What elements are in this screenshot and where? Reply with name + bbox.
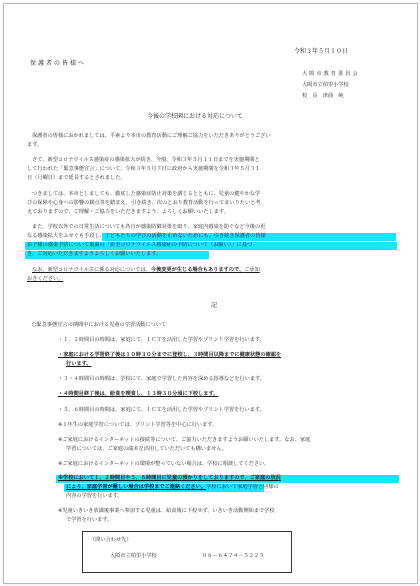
document-date: 令和３年５月１０日: [294, 48, 349, 55]
paragraph-fragment: なお、新型コロナウイルスに係る対応については、: [32, 267, 151, 273]
paragraph-line: ます。: [27, 142, 43, 148]
paragraph-fragment: 学校において家庭学習と同様の: [206, 484, 279, 490]
list-item: で学習を行います。: [66, 517, 113, 523]
paragraph-line: また、学校以外での日常生活についても各自が感染防御対策を取り、家庭内感染を防ぐなど今後の更: [32, 224, 266, 230]
list-item: ・３・４時間目の時間は、学校にて、家庭で学習した内容を深める指導などを行います。: [58, 376, 265, 382]
paragraph-line: えておりますので、ご理解・ご協力をいただきますよう、よろしくお願いいたします。: [27, 209, 229, 215]
paragraph-line: して行われた「緊急事態宣言」について、令和３年５月７日に政府から実施期間を令和３年５月３１: [27, 166, 261, 172]
highlighted-notice: [66, 484, 279, 491]
paragraph-line: [32, 267, 260, 274]
highlighted-text: 子どもたちの学びの活動を止めないためにも、引き続き保護者の皆様: [104, 233, 266, 239]
paragraph-line: おきください。: [27, 276, 64, 282]
addressee: 保護者の皆様へ: [30, 60, 87, 67]
list-item: ※１年生の家庭学習については、プリント学習等を中心に行います。: [58, 422, 218, 428]
list-item: 行います。: [66, 361, 92, 367]
contact-phone: ０６－６４７４－５２２５: [202, 553, 265, 559]
paragraph-line: びの保障や心身への影響の観点等を踏まえ、引き続き、次のとおり教育活動を行ってまいりたいと考: [27, 200, 261, 206]
document-page: [3, 3, 418, 584]
document-title: 今後の学校園における対応について: [147, 113, 243, 120]
list-item: ・５、６時間目の時間は、家庭にて、ＩＣＴを活用した学習やプリント学習を行います。: [58, 407, 265, 413]
paragraph-line: つきましては、本市としましても、徹底した感染症防止対策を講じるとともに、児童の健やかな学: [32, 191, 261, 197]
section-mark: 記: [211, 302, 218, 309]
sender-school: 大阪市立柏里小学校: [302, 82, 349, 88]
contact-school: 大阪市立柏里小学校: [110, 553, 157, 559]
sender-principal: 校 長 津曲 純: [302, 93, 344, 99]
bold-notice: 今後変更が生じる場合もありますので、: [150, 267, 245, 273]
contact-label: （問い合わせ先）: [90, 537, 132, 543]
paragraph-line: さて、新型コロナウイルス感染症の感染拡大が続き、今般、令和３年５月１１日までを実施期間と: [32, 157, 260, 163]
highlighted-text: き、ご対応いただきますようよろしくお願いいたします。: [27, 251, 162, 257]
section-heading: ○緊急事態宣言の期間中における児童の学習活動について: [32, 322, 167, 328]
paragraph-fragment: なる感染拡大をふせぐも手段し、: [27, 233, 105, 239]
highlighted-notice: ※学校において１、２時間目や５、６時間目に児童の預かりをしておりますので、ご家庭の状況: [58, 475, 281, 481]
list-item: ・家庭における学習終了後は１０時３０分までに登校し、３時間目以降までに健康状態の確認を: [58, 352, 282, 358]
list-item: 学習については、ご家庭の端末を活用していただいても構いません。: [66, 446, 228, 452]
paragraph-fragment: ご承知: [244, 267, 260, 273]
sender-org: 大阪市教育委員会: [302, 71, 360, 77]
list-item: ※ご家庭におけるインターネットの接続等について、ご協力いただきますようお願いいたします。なお、家庭: [58, 437, 311, 443]
paragraph-line: 日（月曜日）まで延長するとされました。: [27, 175, 126, 181]
paragraph-line: 保護者の皆様におかれましては、平素より本市の教育活動にご理解ご協力をいただきありがとうござい: [32, 133, 271, 139]
list-item: ・４時間目終了後は、給食を喫食し、１３時３０分頃に下校します。: [58, 391, 219, 397]
list-item: ※児童いきいき放課後事業へ参加する児童は、給食後に下校せず、いきいき活動開始まで学校: [58, 508, 275, 514]
list-item: 内容の学習を行います。: [66, 493, 123, 499]
list-item: ※ご家庭におけるインターネットの環境が整っていない場合は、学校に相談してください。: [58, 461, 270, 467]
highlighted-text: お子様の感染予防について裏面の「新型コロナウイルス感染症の予防について（お願い）」に基づ: [27, 242, 253, 248]
list-item: ・１、２時間目の時間は、家庭にて、ＩＣＴを活用した学習やプリント学習を行います。: [58, 337, 265, 343]
highlighted-text: により、家庭学習が難しい場合は学校までご連絡ください。: [66, 484, 207, 490]
paragraph-line: [27, 233, 266, 240]
